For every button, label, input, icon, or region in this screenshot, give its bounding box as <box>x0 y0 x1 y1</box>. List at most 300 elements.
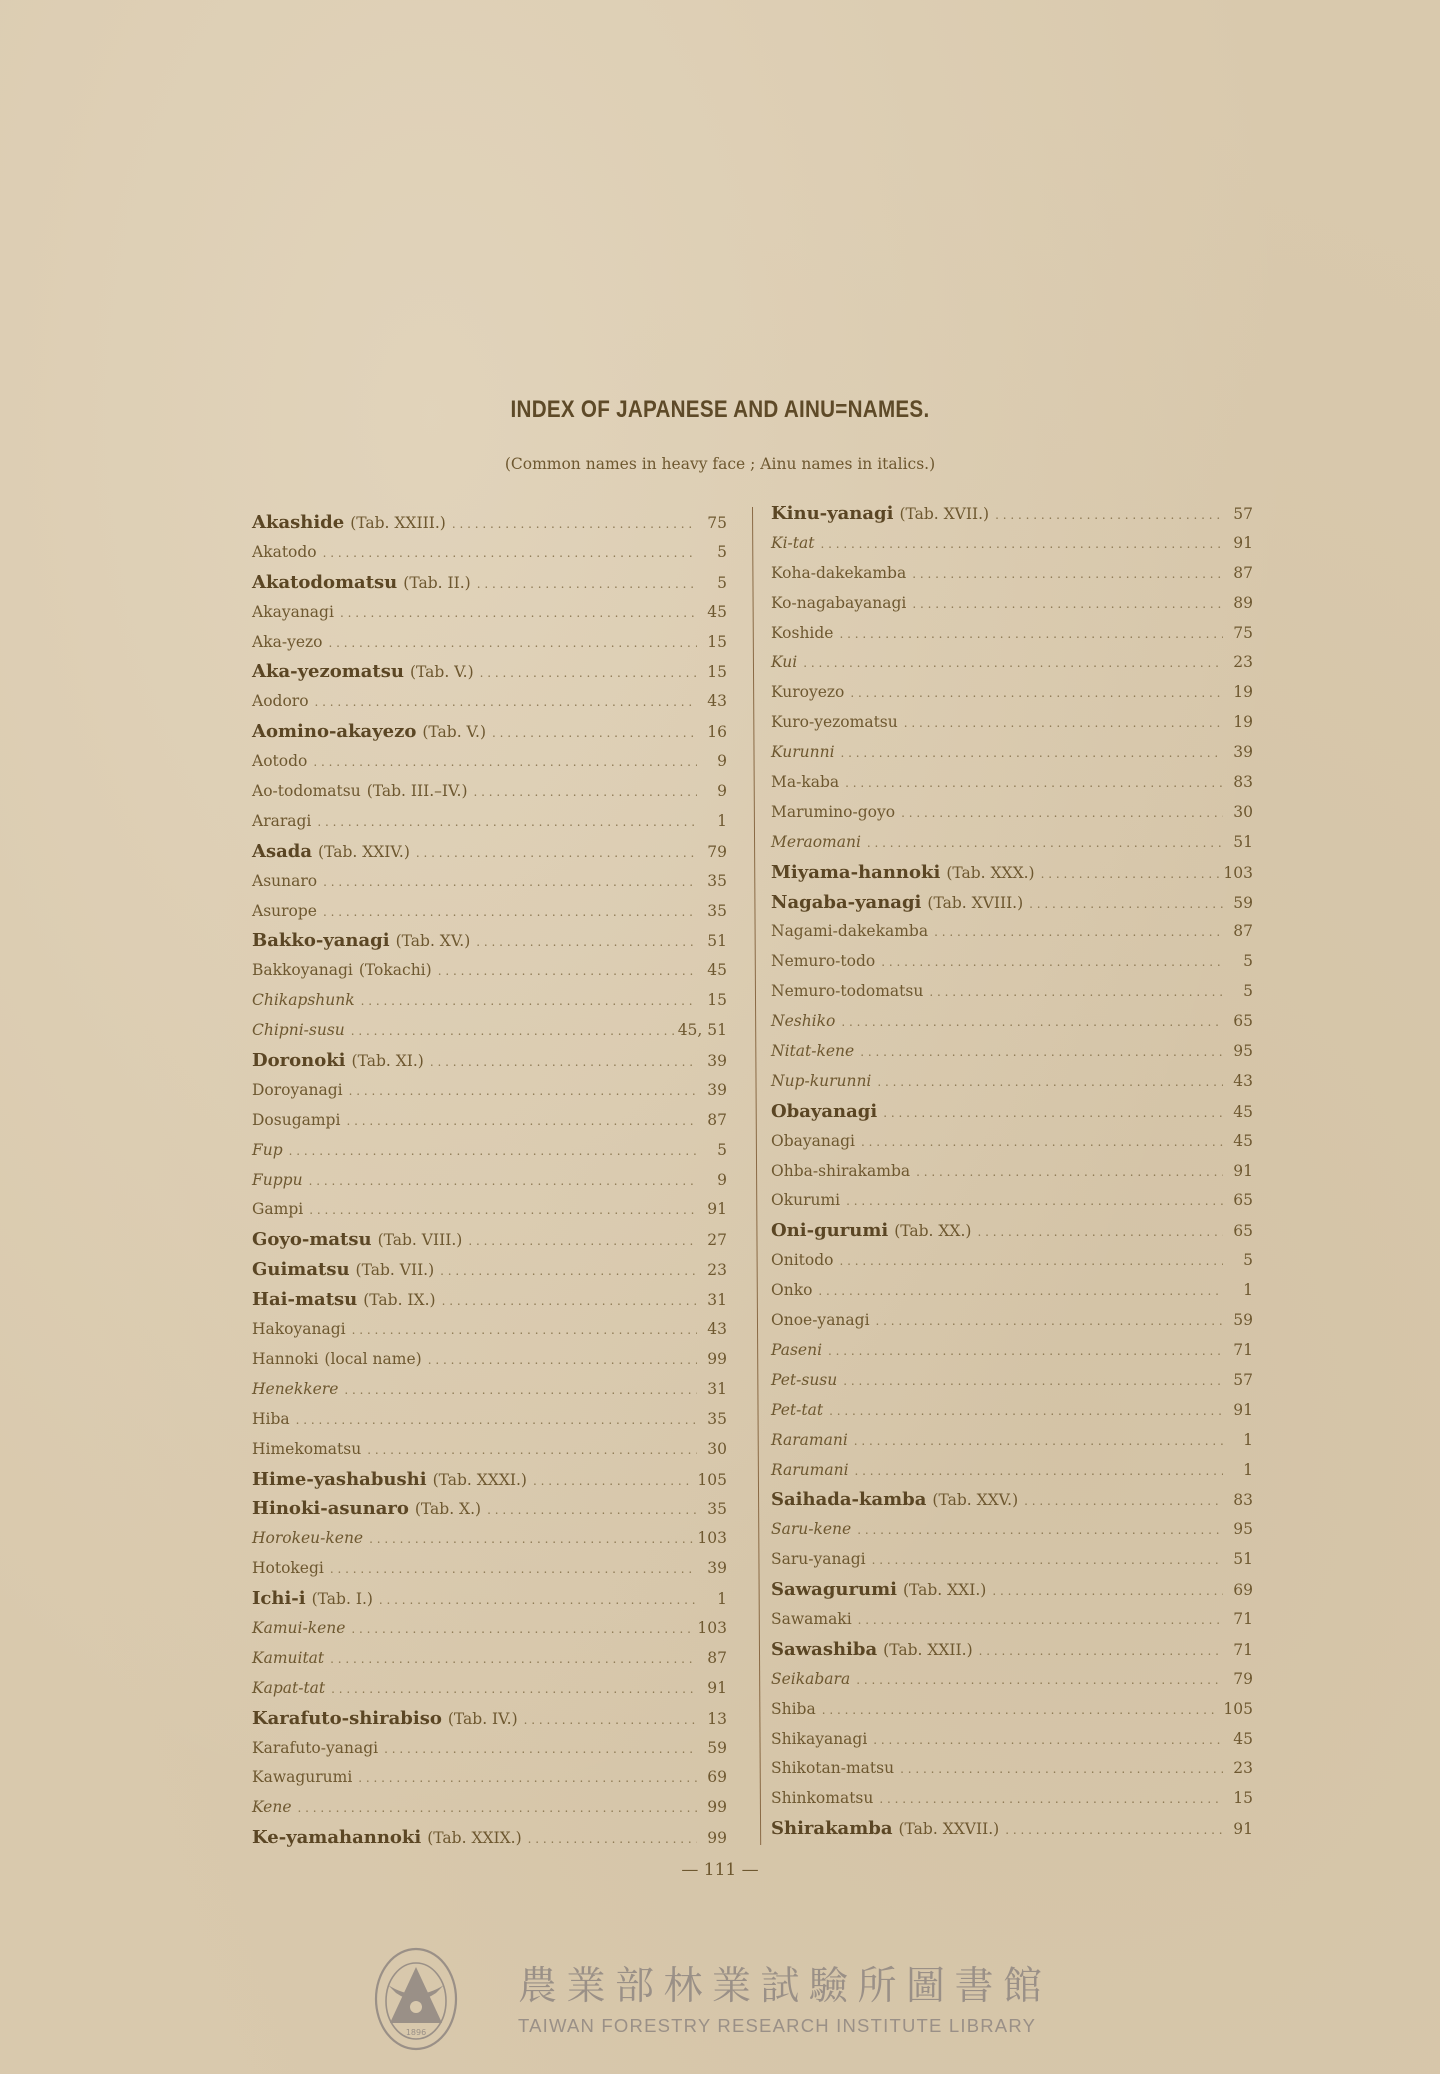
dot-leader <box>344 1376 697 1406</box>
entry-name <box>771 768 839 798</box>
entry-term: Araragi <box>252 811 312 830</box>
index-entry <box>771 1695 1253 1725</box>
entry-term: Bakko-yanagi <box>252 930 390 952</box>
entry-name <box>771 798 895 828</box>
index-entry <box>771 1216 1253 1246</box>
index-entry <box>771 529 1253 559</box>
entry-page-number: 1 <box>1243 1281 1253 1300</box>
index-entry <box>771 1545 1253 1575</box>
dot-leader <box>487 1496 697 1526</box>
entry-term: Guimatsu <box>252 1259 350 1281</box>
entry-name <box>771 1485 1018 1516</box>
entry-term: Asada <box>252 840 313 862</box>
entry-term: Pet-tat <box>771 1400 824 1419</box>
entry-page-number: 103 <box>697 1618 727 1637</box>
entry-name <box>252 1106 340 1136</box>
index-entry <box>771 947 1253 977</box>
entry-page-number: 91 <box>1233 1400 1253 1419</box>
index-entry <box>252 1405 727 1435</box>
entry-page-number: 45 <box>1233 1729 1253 1748</box>
dot-leader <box>820 530 1223 560</box>
dot-leader <box>323 868 697 898</box>
entry-term: Kamui-kene <box>252 1618 346 1637</box>
entry-name <box>771 977 923 1007</box>
entry-term: Kamuitat <box>252 1648 325 1667</box>
dot-leader <box>524 1706 697 1736</box>
entry-term: Miyama-hannoki <box>771 861 941 883</box>
entry-name <box>771 1725 867 1755</box>
entry-term: Hotokegi <box>252 1559 324 1578</box>
entry-term: Akashide <box>252 512 345 533</box>
dot-leader <box>331 1675 697 1705</box>
index-entry <box>252 1046 727 1076</box>
dot-leader <box>428 1346 697 1376</box>
entry-name <box>252 1375 338 1405</box>
entry-term: Kapat-tat <box>252 1678 326 1697</box>
entry-name <box>252 1016 345 1046</box>
dot-leader <box>916 1158 1223 1188</box>
dot-leader <box>474 778 697 808</box>
entry-page-number: 99 <box>707 1798 727 1817</box>
entry-name <box>252 1674 325 1704</box>
entry-term: Goyo-matsu <box>252 1229 372 1251</box>
entry-name <box>252 1614 345 1644</box>
entry-page-number: 51 <box>707 932 727 951</box>
index-entry <box>252 1554 727 1584</box>
entry-term: Shikayanagi <box>771 1729 868 1748</box>
entry-page-number: 15 <box>707 632 727 651</box>
index-entry <box>252 508 727 538</box>
dot-leader <box>480 659 697 689</box>
entry-term: Saru-kene <box>771 1520 852 1539</box>
dot-leader <box>846 1187 1223 1217</box>
entry-plate-reference: (Tab. XXXI.) <box>432 1470 527 1489</box>
entry-page-number: 1 <box>1243 1460 1253 1479</box>
entry-name <box>252 717 486 748</box>
entry-page-number: 39 <box>707 1052 727 1071</box>
dot-leader <box>829 1397 1223 1427</box>
entry-name <box>252 747 307 777</box>
dot-leader <box>440 1257 697 1287</box>
entry-plate-reference: (Tab. V.) <box>409 663 474 682</box>
entry-term: Hinoki-asunaro <box>252 1498 409 1520</box>
entry-term: Nup-kurunni <box>771 1071 872 1090</box>
entry-plate-reference: (Tab. IX.) <box>363 1291 436 1310</box>
entry-plate-reference: (Tab. XXIX.) <box>427 1829 522 1848</box>
entry-page-number: 59 <box>707 1738 727 1757</box>
index-entry <box>252 687 727 717</box>
index-entry <box>771 1814 1253 1844</box>
entry-page-number: 91 <box>1233 1161 1253 1180</box>
entry-page-number: 57 <box>1233 505 1253 523</box>
entry-page-number: 5 <box>1243 952 1253 971</box>
entry-page-number: 15 <box>707 663 727 682</box>
column-divider <box>752 507 761 1845</box>
entry-term: Marumino-goyo <box>771 802 896 821</box>
dot-leader <box>369 1525 693 1555</box>
entry-name <box>771 619 833 649</box>
entry-name <box>252 1076 343 1106</box>
index-column-right <box>771 499 1253 1844</box>
entry-name <box>771 1037 854 1067</box>
entry-term: Saihada-kamba <box>771 1489 927 1511</box>
entry-page-number: 27 <box>707 1231 727 1250</box>
entry-name <box>771 1456 849 1486</box>
dot-leader <box>881 948 1223 978</box>
entry-term: Kinu-yanagi <box>771 503 894 524</box>
entry-page-number: 51 <box>1233 1550 1253 1569</box>
entry-term: Himekomatsu <box>252 1439 362 1458</box>
entry-term: Aodoro <box>252 692 309 711</box>
entry-name <box>252 1823 522 1854</box>
entry-page-number: 83 <box>1233 1491 1253 1510</box>
index-entry <box>252 807 727 837</box>
entry-name <box>771 708 898 738</box>
entry-name <box>252 986 355 1016</box>
dot-leader <box>351 1615 693 1645</box>
entry-name <box>771 529 814 559</box>
entry-page-number: 45 <box>1233 1131 1253 1150</box>
entry-name <box>771 738 835 768</box>
page-number: — 111 — <box>681 1860 759 1880</box>
entry-term: Sawashiba <box>771 1638 878 1660</box>
dot-leader <box>856 1666 1223 1696</box>
index-entry <box>252 956 727 986</box>
entry-term: Chipni-susu <box>252 1021 345 1040</box>
index-entry <box>771 1784 1253 1814</box>
entry-name <box>771 947 875 977</box>
index-entry <box>252 1166 727 1196</box>
dot-leader <box>329 629 698 659</box>
entry-page-number: 71 <box>1233 1640 1253 1659</box>
entry-page-number: 39 <box>707 1559 727 1578</box>
entry-term: Aka-yezomatsu <box>252 661 404 683</box>
index-entry <box>252 1315 727 1345</box>
entry-page-number: 91 <box>1233 533 1253 552</box>
dot-leader <box>323 898 697 928</box>
dot-leader <box>430 1048 697 1078</box>
entry-page-number: 87 <box>707 1110 727 1129</box>
entry-name <box>771 499 989 530</box>
entry-plate-reference: (Tab. XXX.) <box>946 863 1035 882</box>
entry-name <box>771 1336 822 1366</box>
entry-name <box>252 1524 363 1554</box>
index-entry <box>252 568 727 598</box>
index-entry <box>252 1763 727 1793</box>
entry-term: Fup <box>252 1140 283 1159</box>
dot-leader <box>477 570 697 600</box>
index-entry <box>771 1396 1253 1426</box>
entry-term: Obayanagi <box>771 1100 878 1122</box>
dot-leader <box>992 1577 1223 1607</box>
dot-leader <box>883 1099 1223 1129</box>
entry-term: Bakkoyanagi <box>252 961 353 980</box>
dot-leader <box>468 1227 697 1257</box>
dot-leader <box>309 1167 697 1197</box>
entry-plate-reference: (Tab. XV.) <box>395 932 471 951</box>
dot-leader <box>867 829 1223 859</box>
entry-page-number: 35 <box>707 901 727 920</box>
entry-term: Seikabara <box>771 1669 851 1688</box>
entry-term: Hannoki <box>252 1349 319 1368</box>
dot-leader <box>845 769 1223 799</box>
index-entry <box>252 1614 727 1644</box>
dot-leader <box>1029 890 1223 920</box>
entry-name <box>771 1127 855 1157</box>
entry-term: Doronoki <box>252 1050 346 1072</box>
dot-leader <box>452 510 697 540</box>
entry-name <box>252 1405 290 1435</box>
entry-page-number: 105 <box>1223 1699 1253 1718</box>
entry-page-number: 95 <box>1233 1042 1253 1061</box>
entry-page-number: 75 <box>707 514 727 532</box>
page-subtitle: (Common names in heavy face ; Ainu names in italics.) <box>504 455 936 473</box>
entry-name <box>252 1734 378 1764</box>
entry-term: Shirakamba <box>771 1818 893 1840</box>
entry-name <box>771 1635 973 1666</box>
entry-page-number: 5 <box>717 1140 727 1159</box>
dot-leader <box>901 799 1223 829</box>
entry-page-number: 30 <box>1233 802 1253 821</box>
index-entry <box>771 1157 1253 1187</box>
entry-page-number: 65 <box>1233 1012 1253 1031</box>
entry-term: Kurunni <box>771 743 835 762</box>
entry-page-number: 35 <box>707 871 727 890</box>
dot-leader <box>384 1735 697 1765</box>
index-entry <box>771 1306 1253 1336</box>
entry-page-number: 71 <box>1233 1609 1253 1628</box>
dot-leader <box>977 1218 1223 1248</box>
dot-leader <box>313 748 697 778</box>
entry-name <box>771 1186 840 1216</box>
entry-page-number: 19 <box>1233 683 1253 702</box>
entry-term: Paseni <box>771 1340 823 1359</box>
dot-leader <box>492 719 697 749</box>
dot-leader <box>822 1696 1220 1726</box>
index-entry <box>252 1674 727 1704</box>
index-entry <box>252 1524 727 1554</box>
entry-page-number: 19 <box>1233 713 1253 732</box>
dot-leader <box>818 1277 1223 1307</box>
entry-plate-reference: (Tab. IV.) <box>447 1709 518 1728</box>
dot-leader <box>442 1287 697 1317</box>
index-entry <box>252 717 727 747</box>
dot-leader <box>904 709 1223 739</box>
entry-plate-reference: (Tab. XXV.) <box>932 1491 1019 1510</box>
index-entry <box>771 1246 1253 1276</box>
entry-name <box>771 1246 833 1276</box>
entry-page-number: 23 <box>707 1261 727 1280</box>
entry-name <box>771 589 906 619</box>
index-entry <box>252 1644 727 1674</box>
institute-seal-icon <box>372 1945 460 2053</box>
entry-page-number: 13 <box>707 1709 727 1728</box>
entry-name <box>252 1644 324 1674</box>
entry-page-number: 16 <box>707 723 727 742</box>
entry-name <box>252 1136 283 1166</box>
seal-year: 1896 <box>405 2028 427 2037</box>
index-entry <box>252 538 727 568</box>
dot-leader <box>416 839 697 869</box>
entry-name <box>771 678 844 708</box>
dot-leader <box>296 1406 697 1436</box>
index-entry <box>771 798 1253 828</box>
entry-page-number: 35 <box>707 1500 727 1519</box>
dot-leader <box>839 1247 1223 1277</box>
entry-term: Gampi <box>252 1200 304 1219</box>
index-entry <box>252 1823 727 1853</box>
index-entry <box>252 837 727 867</box>
entry-page-number: 99 <box>707 1829 727 1848</box>
entry-page-number: 1 <box>717 811 727 830</box>
entry-name <box>252 1195 303 1225</box>
entry-page-number: 89 <box>1233 593 1253 612</box>
entry-term: Fuppu <box>252 1170 303 1189</box>
entry-name <box>771 1575 986 1606</box>
dot-leader <box>1041 860 1220 890</box>
dot-leader <box>912 560 1223 590</box>
entry-term: Pet-susu <box>771 1370 838 1389</box>
entry-term: Koha-dakekamba <box>771 563 907 582</box>
entry-page-number: 99 <box>707 1349 727 1368</box>
entry-page-number: 65 <box>1233 1222 1253 1241</box>
dot-leader <box>367 1436 697 1466</box>
entry-name <box>771 1426 848 1456</box>
dot-leader <box>340 599 697 629</box>
dot-leader <box>828 1337 1223 1367</box>
dot-leader <box>912 590 1223 620</box>
entry-term: Neshiko <box>771 1012 836 1031</box>
entry-name <box>771 1276 812 1306</box>
entry-plate-reference: (Tab. X.) <box>414 1500 482 1519</box>
entry-plate-reference: (Tab. XVII.) <box>899 505 990 523</box>
dot-leader <box>1005 1816 1223 1846</box>
entry-page-number: 57 <box>1233 1370 1253 1389</box>
entry-page-number: 71 <box>1233 1340 1253 1359</box>
dot-leader <box>323 539 697 569</box>
entry-page-number: 5 <box>1243 982 1253 1001</box>
entry-term: Chikapshunk <box>252 991 355 1010</box>
dot-leader <box>438 957 697 987</box>
dot-leader <box>860 1038 1223 1068</box>
index-entry <box>252 1375 727 1405</box>
entry-term: Raramani <box>771 1430 848 1449</box>
entry-term: Kui <box>771 653 798 672</box>
entry-plate-reference: (Tab. VIII.) <box>377 1231 463 1250</box>
entry-page-number: 9 <box>717 782 727 801</box>
entry-name <box>252 687 309 717</box>
entry-name <box>252 897 317 927</box>
entry-page-number: 9 <box>717 752 727 771</box>
entry-plate-reference: (Tab. XVIII.) <box>927 893 1024 912</box>
entry-page-number: 43 <box>707 692 727 711</box>
entry-name <box>252 926 470 957</box>
entry-page-number: 5 <box>717 542 727 561</box>
entry-plate-reference: (Tab. XX.) <box>894 1222 972 1241</box>
entry-name <box>771 1007 835 1037</box>
library-name-chinese: 農業部林業試驗所圖書館 <box>518 1964 1052 2009</box>
index-entry <box>771 1485 1253 1515</box>
entry-term: Akayanagi <box>252 602 334 621</box>
entry-term: Ohba-shirakamba <box>771 1161 911 1180</box>
entry-page-number: 91 <box>707 1678 727 1697</box>
dot-leader <box>861 1128 1223 1158</box>
entry-term: Nemuro-todomatsu <box>771 982 924 1001</box>
entry-page-number: 79 <box>707 842 727 861</box>
entry-name <box>252 956 432 986</box>
entry-term: Ma-kaba <box>771 773 840 792</box>
dot-leader <box>854 1427 1223 1457</box>
entry-name <box>771 1306 870 1336</box>
index-entry <box>771 828 1253 858</box>
index-entry <box>252 867 727 897</box>
entry-page-number: 69 <box>1233 1581 1253 1600</box>
index-entry <box>771 619 1253 649</box>
entry-page-number: 5 <box>717 573 727 592</box>
entry-term: Kuroyezo <box>771 683 845 702</box>
index-entry <box>771 1605 1253 1635</box>
entry-name <box>252 837 410 868</box>
index-entry <box>252 1704 727 1734</box>
index-entry <box>771 1515 1253 1545</box>
dot-leader <box>934 918 1223 948</box>
dot-leader <box>979 1637 1223 1667</box>
index-entry <box>771 1456 1253 1486</box>
entry-plate-reference: (Tab. XXII.) <box>883 1640 973 1659</box>
dot-leader <box>872 1546 1223 1576</box>
entry-term: Nemuro-todo <box>771 952 876 971</box>
entry-name <box>252 1584 373 1615</box>
entry-term: Hakoyanagi <box>252 1320 346 1339</box>
entry-name <box>252 1255 434 1286</box>
entry-term: Saru-yanagi <box>771 1550 866 1569</box>
entry-page-number: 75 <box>1233 623 1253 642</box>
entry-plate-reference: (Tab. XXIV.) <box>318 842 410 861</box>
index-entry <box>771 1635 1253 1665</box>
entry-term: Sawamaki <box>771 1609 852 1628</box>
dot-leader <box>850 679 1223 709</box>
index-entry <box>252 1435 727 1465</box>
entry-name <box>771 1396 823 1426</box>
index-entry <box>252 628 727 658</box>
entry-page-number: 95 <box>1233 1520 1253 1539</box>
entry-name <box>252 508 446 539</box>
entry-plate-reference: (Tab. XXIII.) <box>350 514 446 532</box>
dot-leader <box>361 987 697 1017</box>
entry-name <box>252 777 468 807</box>
entry-name <box>771 648 797 678</box>
dot-leader <box>330 1645 697 1675</box>
entry-name <box>252 1435 361 1465</box>
entry-name <box>771 1515 851 1545</box>
index-entry <box>252 926 727 956</box>
entry-name <box>252 1494 481 1525</box>
entry-name <box>771 1067 871 1097</box>
index-entry <box>252 657 727 687</box>
dot-leader <box>873 1726 1223 1756</box>
index-entry <box>771 738 1253 768</box>
entry-page-number: 51 <box>1233 832 1253 851</box>
index-entry <box>771 678 1253 708</box>
entry-term: Koshide <box>771 623 834 642</box>
entry-term: Onitodo <box>771 1251 834 1270</box>
index-entry <box>252 1195 727 1225</box>
entry-term: Akatodomatsu <box>252 571 398 593</box>
entry-term: Aka-yezo <box>252 632 323 651</box>
dot-leader <box>876 1307 1223 1337</box>
entry-page-number: 30 <box>707 1439 727 1458</box>
index-entry <box>771 1366 1253 1396</box>
